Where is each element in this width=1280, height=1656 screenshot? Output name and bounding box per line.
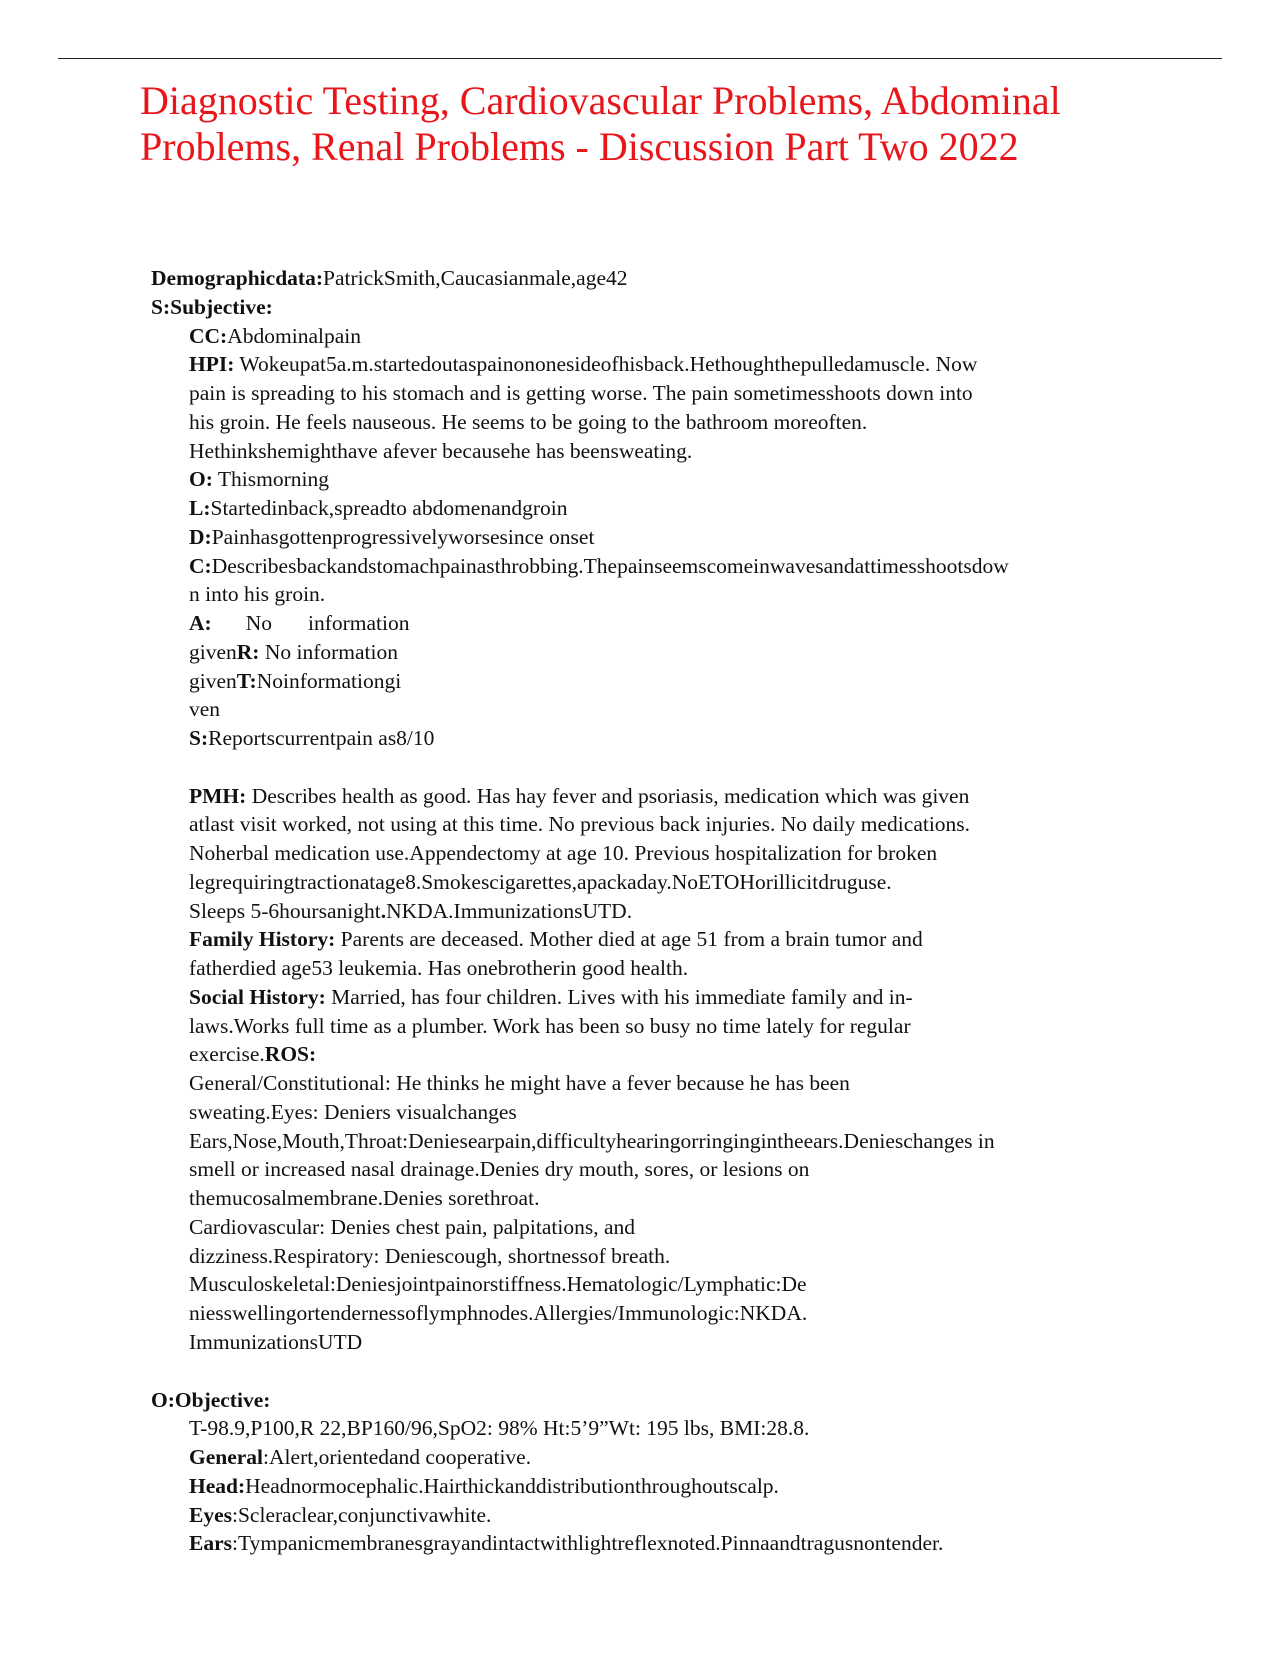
timing-line-2: ven xyxy=(189,697,221,721)
relieving-line: givenR: No information xyxy=(189,640,399,664)
subjective-heading: S:Subjective: xyxy=(151,295,273,319)
family-history-line-1: Family History: Parents are deceased. Mother died at age 51 from a brain tumor and xyxy=(189,927,923,951)
duration-line: D:Painhasgottenprogressivelyworsesince onset xyxy=(189,525,595,549)
character-line-2: n into his groin. xyxy=(189,582,326,606)
cc-line: CC:Abdominalpain xyxy=(189,324,361,348)
objective-heading: O:Objective: xyxy=(151,1388,271,1412)
onset-line: O: Thismorning xyxy=(189,467,329,491)
pmh-line-3: Noherbal medication use.Appendectomy at age 10. Previous hospitalization for broken xyxy=(189,841,938,865)
location-line: L:Startedinback,spreadto abdomenandgroin xyxy=(189,496,568,520)
vitals-line: T-98.9,P100,R 22,BP160/96,SpO2: 98% Ht:5’9”Wt: 195 lbs, BMI:28.8. xyxy=(189,1416,810,1440)
top-rule xyxy=(58,58,1222,59)
hpi-line-4: Hethinkshemighthave afever becausehe has beensweating. xyxy=(189,439,693,463)
ros-line-9: niesswellingortendernessoflymphnodes.Allergies/Immunologic:NKDA. xyxy=(189,1301,808,1325)
eyes-line: Eyes:Scleraclear,conjunctivawhite. xyxy=(189,1503,492,1527)
title-line-2: Problems, Renal Problems - Discussion Part Two 2022 xyxy=(140,124,1019,169)
family-history-line-2: fatherdied age53 leukemia. Has onebrotherin good health. xyxy=(189,956,689,980)
timing-line: givenT:Noinformationgi xyxy=(189,669,402,693)
pmh-line-5: Sleeps 5-6hoursanight.NKDA.ImmunizationsUTD. xyxy=(189,899,633,923)
social-history-line-3: exercise.ROS: xyxy=(189,1042,317,1066)
pmh-line-2: atlast visit worked, not using at this time. No previous back injuries. No daily medications. xyxy=(189,812,971,836)
social-history-line-1: Social History: Married, has four children. Lives with his immediate family and in- xyxy=(189,985,913,1009)
pmh-line-4: legrequiringtractionatage8.Smokescigarettes,apackaday.NoETOHorillicitdruguse. xyxy=(189,870,892,894)
general-line: General:Alert,orientedand cooperative. xyxy=(189,1445,532,1469)
severity-line: S:Reportscurrentpain as8/10 xyxy=(189,726,435,750)
hpi-line-3: his groin. He feels nauseous. He seems to be going to the bathroom moreoften. xyxy=(189,410,868,434)
ros-line-3: Ears,Nose,Mouth,Throat:Deniesearpain,difficultyhearingorringingintheears.Denieschanges in xyxy=(189,1129,995,1153)
ros-line-10: ImmunizationsUTD xyxy=(189,1330,363,1354)
ros-line-7: dizziness.Respiratory: Deniescough, shortnessof breath. xyxy=(189,1244,671,1268)
ros-line-5: themucosalmembrane.Denies sorethroat. xyxy=(189,1186,540,1210)
social-history-line-2: laws.Works full time as a plumber. Work has been so busy no time lately for regular xyxy=(189,1014,911,1038)
ros-line-2: sweating.Eyes: Deniers visualchanges xyxy=(189,1100,517,1124)
demographic-text: PatrickSmith,Caucasianmale,age42 xyxy=(322,266,628,290)
document-title xyxy=(140,78,1200,170)
pmh-line-1: PMH: Describes health as good. Has hay fever and psoriasis, medication which was given xyxy=(189,784,970,808)
hpi-line-1: HPI: Wokeupat5a.m.startedoutaspainononesideofhisback.Hethoughthepulledamuscle. Now xyxy=(189,352,978,376)
ros-line-8: Musculoskeletal:Deniesjointpainorstiffness.Hematologic/Lymphatic:De xyxy=(189,1272,807,1296)
ears-line: Ears:Tympanicmembranesgrayandintactwithlightreflexnoted.Pinnaandtragusnontender. xyxy=(189,1531,944,1555)
title-line-1: Diagnostic Testing, Cardiovascular Problems, Abdominal xyxy=(140,78,1061,123)
hpi-line-2: pain is spreading to his stomach and is getting worse. The pain sometimesshoots down into xyxy=(189,381,973,405)
ros-line-1: General/Constitutional: He thinks he might have a fever because he has been xyxy=(189,1071,850,1095)
demographic-label: Demographicdata: xyxy=(151,266,323,290)
demographic-line xyxy=(151,264,627,293)
head-line: Head:Headnormocephalic.Hairthickanddistributionthroughoutscalp. xyxy=(189,1474,779,1498)
aggravating-line: A: No information xyxy=(189,611,410,635)
ros-line-6: Cardiovascular: Denies chest pain, palpitations, and xyxy=(189,1215,635,1239)
character-line-1: C:Describesbackandstomachpainasthrobbing.Thepainseemscomeinwavesandattimesshootsdow xyxy=(189,554,1009,578)
ros-line-4: smell or increased nasal drainage.Denies dry mouth, sores, or lesions on xyxy=(189,1157,810,1181)
